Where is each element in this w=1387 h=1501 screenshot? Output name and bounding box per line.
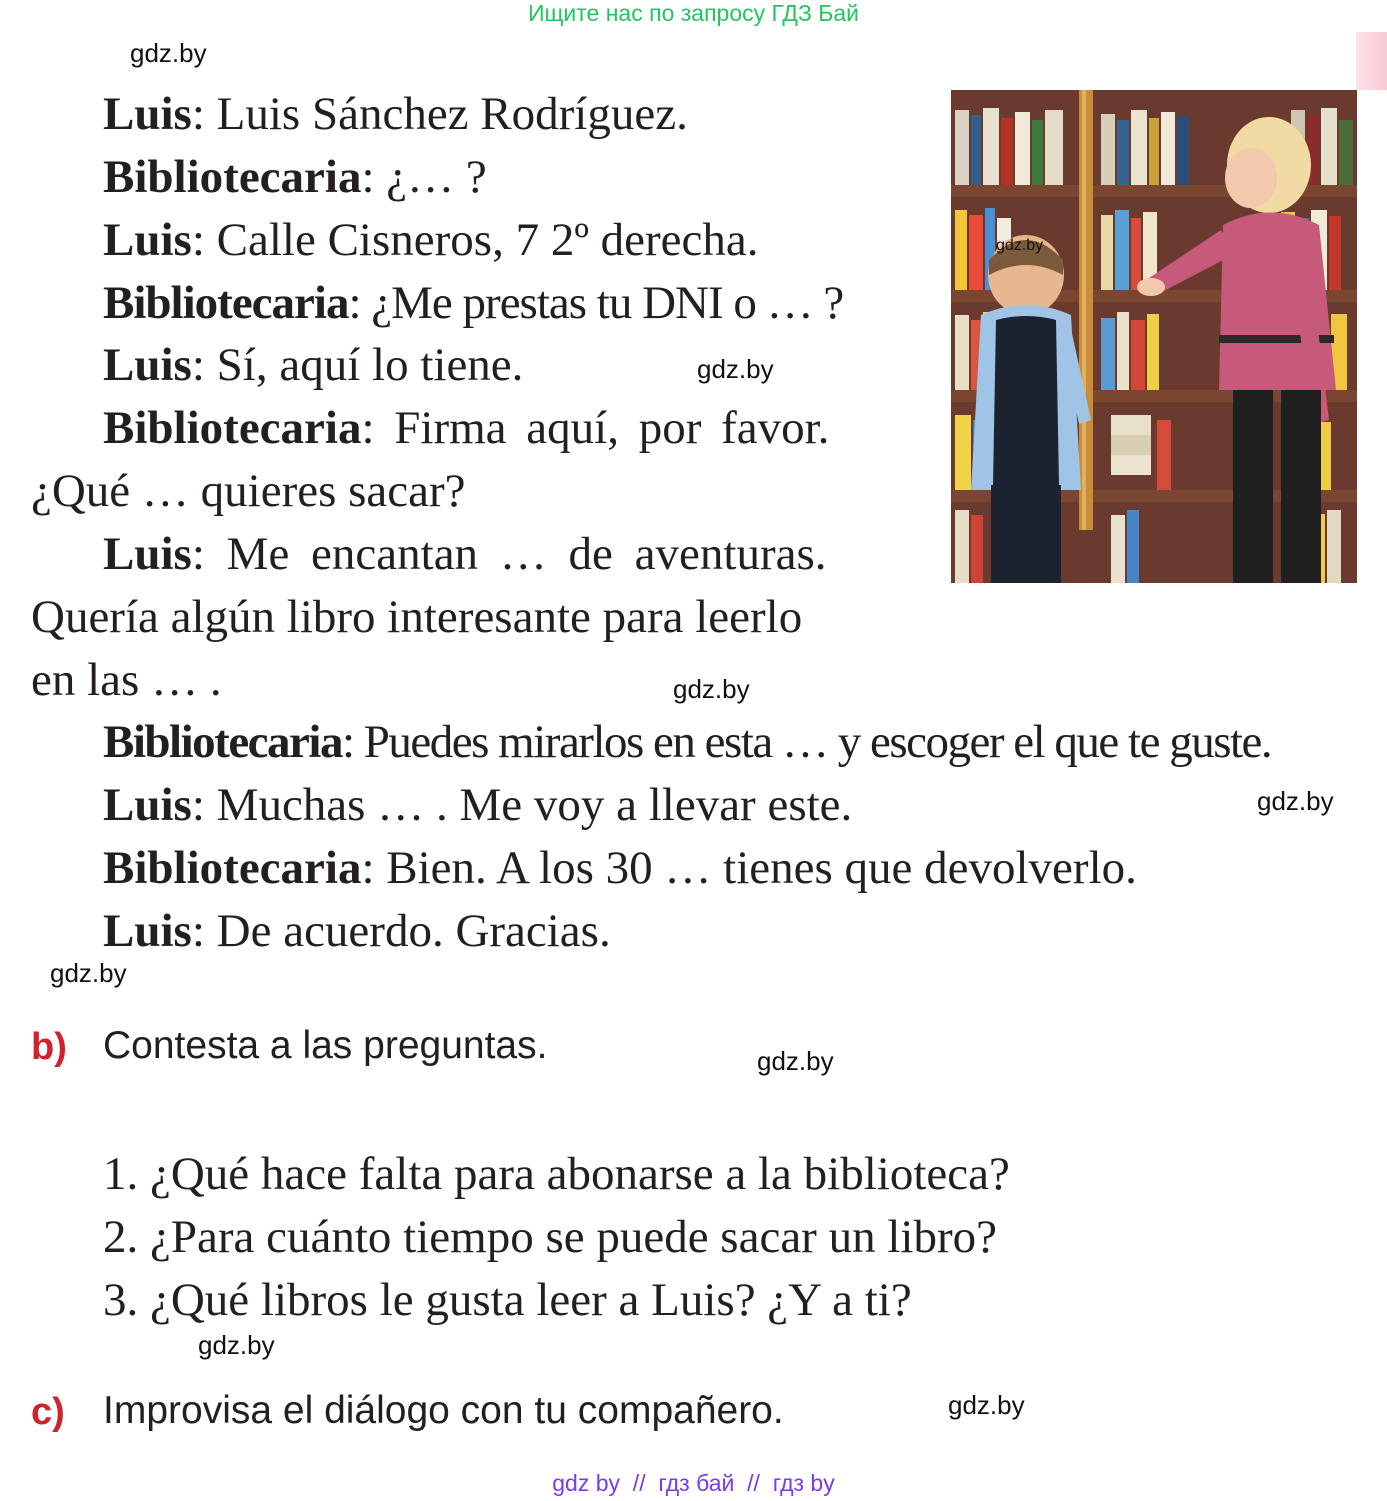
dialogue-line bbox=[103, 716, 1272, 768]
watermark: gdz.by bbox=[50, 958, 127, 988]
utterance: : Firma aquí, por favor. bbox=[361, 402, 830, 454]
task-letter-b: b) bbox=[31, 1026, 67, 1068]
footer-links: gdz by // гдз бай // гдз by bbox=[552, 1470, 835, 1496]
dialogue-continuation: Quería algún libro interesante para leerlo bbox=[31, 591, 803, 643]
speaker: Luis bbox=[103, 779, 192, 831]
dialogue-continuation: ¿Qué … quieres sacar? bbox=[31, 465, 466, 517]
dialogue-line bbox=[103, 842, 1137, 894]
speaker: Bibliotecaria bbox=[103, 716, 342, 768]
speaker: Luis bbox=[103, 905, 192, 957]
top-banner: Ищите нас по запросу ГДЗ Бай bbox=[527, 0, 860, 26]
watermark: gdz.by bbox=[948, 1390, 1025, 1420]
utterance: : Puedes mirarlos en esta … y escoger el que te guste. bbox=[341, 716, 1272, 768]
utterance: : ¿Me prestas tu DNI o … ? bbox=[348, 277, 844, 329]
page-edge-tab bbox=[1356, 32, 1387, 90]
task-instruction-b: Contesta a las preguntas. bbox=[103, 1024, 548, 1067]
speaker: Bibliotecaria bbox=[103, 277, 349, 329]
dialogue-line bbox=[103, 402, 889, 454]
task-instruction-c: Improvisa el diálogo con tu compañero. bbox=[103, 1389, 784, 1432]
library-photo bbox=[951, 90, 1357, 583]
dialogue-line bbox=[103, 528, 827, 580]
utterance: : Bien. A los 30 … tienes que devolverlo. bbox=[361, 842, 1137, 894]
dialogue-line bbox=[103, 277, 844, 329]
watermark: gdz.by bbox=[1257, 786, 1334, 816]
watermark: gdz.by bbox=[673, 674, 750, 704]
utterance: : Me encantan … de aventuras. bbox=[191, 528, 827, 580]
utterance: : ¿… ? bbox=[361, 151, 487, 203]
photo-watermark: gdz.by bbox=[996, 237, 1044, 254]
watermark: gdz.by bbox=[198, 1330, 275, 1360]
question-item: 1. ¿Qué hace falta para abonarse a la biblioteca? bbox=[103, 1148, 1010, 1200]
utterance: : Muchas … . Me voy a llevar este. bbox=[191, 779, 853, 831]
utterance: : Calle Cisneros, 7 2º derecha. bbox=[191, 214, 759, 266]
task-letter-c: c) bbox=[31, 1391, 65, 1433]
dialogue-line bbox=[103, 88, 688, 140]
dialogue-line bbox=[103, 339, 524, 391]
watermark: gdz.by bbox=[697, 354, 774, 384]
speaker: Bibliotecaria bbox=[103, 402, 362, 454]
dialogue-line bbox=[103, 214, 759, 266]
speaker: Bibliotecaria bbox=[103, 151, 362, 203]
speaker: Luis bbox=[103, 88, 192, 140]
question-item: 2. ¿Para cuánto tiempo se puede sacar un libro? bbox=[103, 1211, 997, 1263]
dialogue-line bbox=[103, 151, 487, 203]
speaker: Bibliotecaria bbox=[103, 842, 362, 894]
utterance: : Sí, aquí lo tiene. bbox=[191, 339, 524, 391]
speaker: Luis bbox=[103, 339, 192, 391]
watermark: gdz.by bbox=[757, 1046, 834, 1076]
utterance: : Luis Sánchez Rodríguez. bbox=[191, 88, 688, 140]
dialogue-line bbox=[103, 905, 611, 957]
question-item: 3. ¿Qué libros le gusta leer a Luis? ¿Y a ti? bbox=[103, 1274, 912, 1326]
utterance: : De acuerdo. Gracias. bbox=[191, 905, 611, 957]
speaker: Luis bbox=[103, 214, 192, 266]
watermark: gdz.by bbox=[130, 38, 207, 68]
dialogue-continuation: en las … . bbox=[31, 654, 222, 706]
dialogue-line bbox=[103, 779, 853, 831]
speaker: Luis bbox=[103, 528, 192, 580]
